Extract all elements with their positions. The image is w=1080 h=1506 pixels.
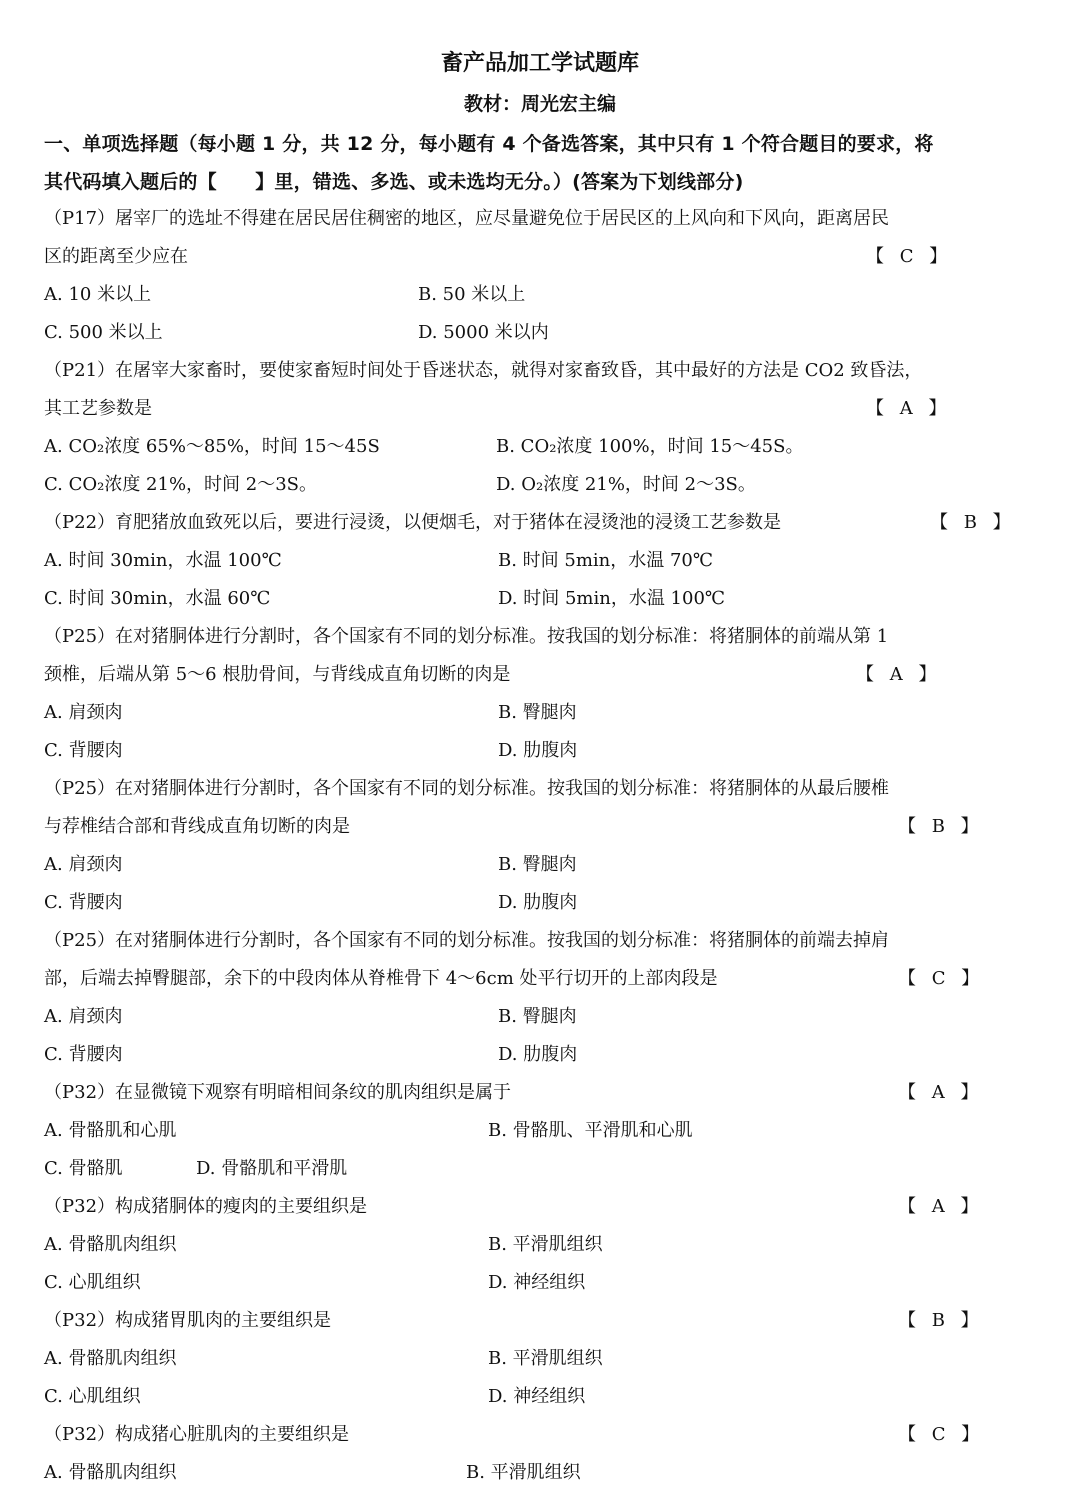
option-d: D. 5000 米以内 (418, 322, 549, 343)
option-d: D. 肋腹肉 (498, 1044, 578, 1065)
option-b: B. 50 米以上 (418, 284, 526, 305)
option-d: D. O₂浓度 21%，时间 2～3S。 (496, 474, 756, 495)
option-d: D. 肋腹肉 (498, 892, 578, 913)
option-a: A. 10 米以上 (44, 284, 152, 305)
option-b: B. 臀腿肉 (498, 854, 577, 875)
question-text: 区的距离至少应在 (44, 246, 188, 267)
answer-bracket: 【 C 】 (898, 1424, 980, 1445)
question-text: 部，后端去掉臀腿部，余下的中段肉体从脊椎骨下 4～6cm 处平行切开的上部肉段是 (44, 968, 718, 989)
question-text: （P25）在对猪胴体进行分割时，各个国家有不同的划分标准。按我国的划分标准：将猪胴体的前端从第 1 (44, 626, 889, 647)
option-a: A. 骨骼肌肉组织 (44, 1234, 177, 1255)
option-a: A. 骨骼肌和心肌 (44, 1120, 177, 1141)
answer-bracket: 【 A 】 (866, 398, 947, 419)
option-b: B. 平滑肌组织 (466, 1462, 581, 1483)
section-header-line: 一、单项选择题（每小题 1 分，共 12 分，每小题有 4 个备选答案，其中只有 1 个符合题目的要求，将 (44, 133, 934, 155)
question-text: （P22）育肥猪放血致死以后，要进行浸烫，以便烟毛，对于猪体在浸烫池的浸烫工艺参数是 (44, 512, 782, 533)
question-text: （P21）在屠宰大家畜时，要使家畜短时间处于昏迷状态，就得对家畜致昏，其中最好的方法是 CO2 致昏法， (44, 360, 923, 381)
option-a: A. 肩颈肉 (44, 1006, 123, 1027)
option-b: B. 平滑肌组织 (488, 1234, 603, 1255)
question-text: 其工艺参数是 (44, 398, 152, 419)
option-c: C. 背腰肉 (44, 1044, 123, 1065)
option-b: B. 时间 5min，水温 70℃ (498, 550, 714, 571)
option-b: B. 骨骼肌、平滑肌和心肌 (488, 1120, 693, 1141)
question-text: （P25）在对猪胴体进行分割时，各个国家有不同的划分标准。按我国的划分标准：将猪胴体的前端去掉肩 (44, 930, 890, 951)
question-text: （P32）构成猪心脏肌肉的主要组织是 (44, 1424, 350, 1445)
option-a: A. 骨骼肌肉组织 (44, 1462, 177, 1483)
option-c: C. 时间 30min，水温 60℃ (44, 588, 271, 609)
option-a: A. CO₂浓度 65%～85%，时间 15～45S (44, 436, 380, 457)
option-b: B. CO₂浓度 100%，时间 15～45S。 (496, 436, 804, 457)
question-text: （P17）屠宰厂的选址不得建在居民居住稠密的地区，应尽量避免位于居民区的上风向和下风向，距离居民 (44, 208, 890, 229)
option-c: C. 骨骼肌 (44, 1158, 123, 1179)
answer-bracket: 【 B 】 (930, 512, 1011, 533)
section-header-line: 其代码填入题后的【 】里，错选、多选、或未选均无分。）(答案为下划线部分) (44, 171, 744, 193)
option-c: C. 500 米以上 (44, 322, 163, 343)
option-a: A. 肩颈肉 (44, 854, 123, 875)
option-a: A. 时间 30min，水温 100℃ (44, 550, 282, 571)
question-text: （P32）构成猪胴体的瘦肉的主要组织是 (44, 1196, 368, 1217)
answer-bracket: 【 C 】 (866, 246, 948, 267)
question-text: （P32）在显微镜下观察有明暗相间条纹的肌肉组织是属于 (44, 1082, 512, 1103)
option-b: B. 臀腿肉 (498, 1006, 577, 1027)
answer-bracket: 【 A 】 (898, 1082, 979, 1103)
option-c: C. 心肌组织 (44, 1386, 141, 1407)
doc-title: 畜产品加工学试题库 (440, 51, 639, 76)
answer-bracket: 【 A 】 (856, 664, 937, 685)
answer-bracket: 【 A 】 (898, 1196, 979, 1217)
option-d: D. 神经组织 (488, 1386, 586, 1407)
question-text: （P32）构成猪胃肌肉的主要组织是 (44, 1310, 332, 1331)
option-c: C. 背腰肉 (44, 740, 123, 761)
question-text: （P25）在对猪胴体进行分割时，各个国家有不同的划分标准。按我国的划分标准：将猪胴体的从最后腰椎 (44, 778, 890, 799)
answer-bracket: 【 C 】 (898, 968, 980, 989)
option-b: B. 平滑肌组织 (488, 1348, 603, 1369)
answer-bracket: 【 B 】 (898, 816, 979, 837)
option-d: D. 时间 5min，水温 100℃ (498, 588, 726, 609)
question-text: 颈椎，后端从第 5～6 根肋骨间，与背线成直角切断的肉是 (44, 664, 511, 685)
option-c: C. 背腰肉 (44, 892, 123, 913)
option-d: D. 神经组织 (488, 1272, 586, 1293)
answer-bracket: 【 B 】 (898, 1310, 979, 1331)
option-c: C. CO₂浓度 21%，时间 2～3S。 (44, 474, 318, 495)
option-c: C. 心肌组织 (44, 1272, 141, 1293)
doc-subtitle: 教材：周光宏主编 (463, 93, 616, 115)
option-b: B. 臀腿肉 (498, 702, 577, 723)
question-text: 与荐椎结合部和背线成直角切断的肉是 (44, 816, 350, 837)
option-a: A. 肩颈肉 (44, 702, 123, 723)
option-d: D. 肋腹肉 (498, 740, 578, 761)
section-header (44, 125, 1054, 201)
option-a: A. 骨骼肌肉组织 (44, 1348, 177, 1369)
option-d: D. 骨骼肌和平滑肌 (196, 1158, 348, 1179)
